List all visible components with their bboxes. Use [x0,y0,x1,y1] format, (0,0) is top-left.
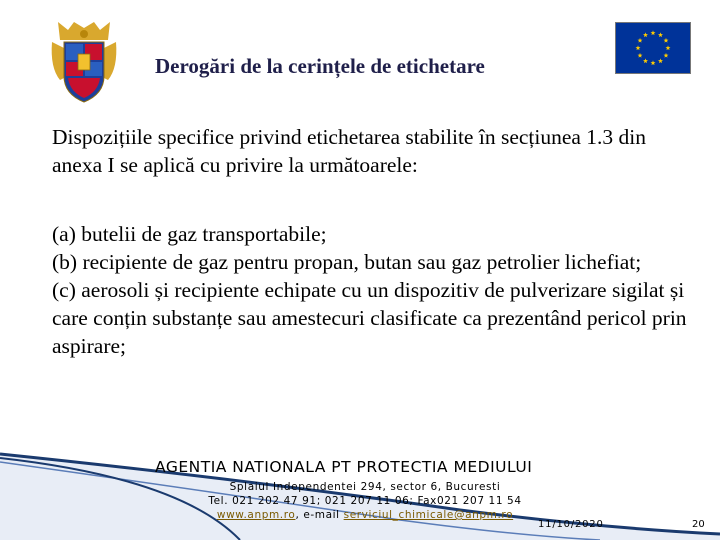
footer-phone: Tel. 021 202 47 91; 021 207 11 06; Fax021 207 11 54 [208,495,522,507]
slide-title: Derogări de la cerințele de etichetare [155,54,485,78]
footer-web-line [195,508,535,522]
agency-name: AGENTIA NATIONALA PT PROTECTIA MEDIULUI [155,458,533,476]
intro-paragraph: Dispozițiile specifice privind etichetarea stabilite în secțiunea 1.3 din anexa I se aplică cu privire la următoarele: [52,125,647,177]
email-prefix: , e-mail [295,509,344,521]
romania-coat-of-arms-icon [48,18,120,106]
list-item: (b) recipiente de gaz pentru propan, butan sau gaz petrolier lichefiat; [52,250,642,274]
list-item: (a) butelii de gaz transportabile; [52,222,327,246]
website-link[interactable]: www.anpm.ro [216,509,296,521]
eu-flag-icon [615,22,691,74]
list-item: (c) aerosoli și recipiente echipate cu un dispozitiv de pulverizare sigilat și care conțin substanțe sau amestecuri clasificate ca prezentând pericol prin aspirare; [52,278,687,358]
footer-address: Splaiul Independentei 294, sector 6, Bucuresti [229,481,501,493]
derogation-list [52,220,697,360]
email-link[interactable]: serviciul_chimicale@anpm.ro [343,509,514,521]
page-number: 20 [692,519,705,530]
footer-contact [195,480,535,522]
slide-date: 11/10/2020 [538,519,604,530]
